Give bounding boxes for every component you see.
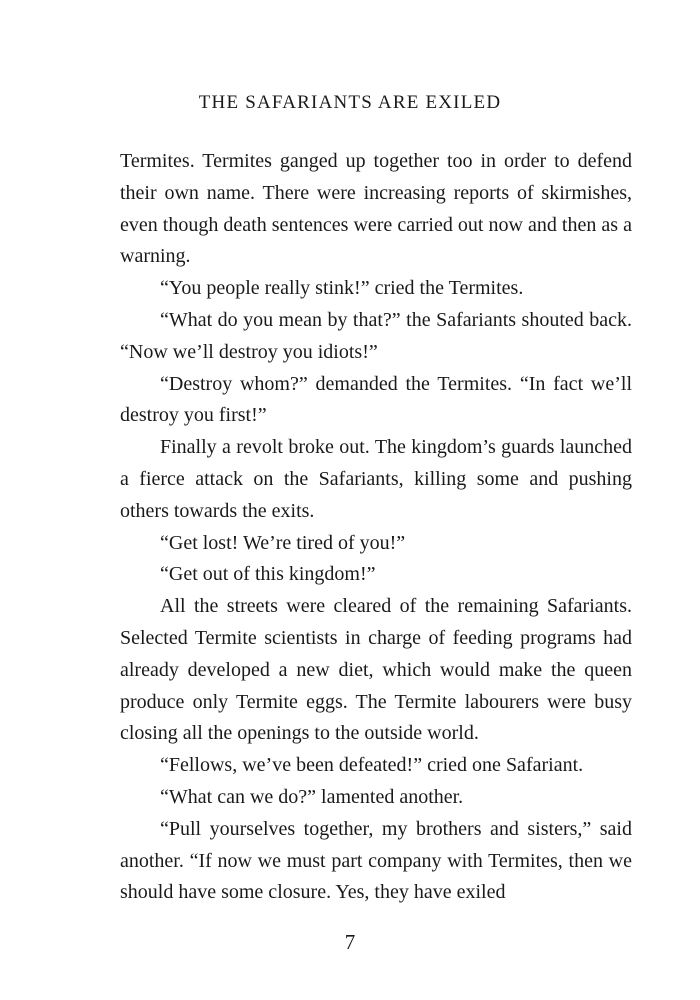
running-head: THE SAFARIANTS ARE EXILED: [198, 92, 502, 113]
paragraph: “Get lost! We’re tired of you!”: [160, 531, 406, 554]
paragraph: All the streets were cleared of the remaining Safariants. Selected Termite scientists in charge of feeding programs had already developed a new diet, which would make the queen produce only Termite eggs. The Termite labourers were busy closing all the openings to the outside world.: [120, 595, 632, 745]
paragraph: “Destroy whom?” demanded the Termites. “In fact we’ll destroy you first!”: [120, 372, 632, 427]
paragraph: Termites. Termites ganged up together too in order to defend their own name. There were increasing reports of skirmishes, even though death sentences were carried out now and then as a warning.: [120, 150, 632, 268]
paragraph: “What do you mean by that?” the Safariants shouted back. “Now we’ll destroy you idiots!”: [120, 308, 632, 363]
paragraph: Finally a revolt broke out. The kingdom’s guards launched a fierce attack on the Safariants, killing some and pushing others towards the exits.: [120, 436, 632, 522]
body-text: [120, 146, 632, 909]
page-number: 7: [344, 930, 356, 954]
paragraph: “Get out of this kingdom!”: [160, 563, 376, 586]
paragraph: “What can we do?” lamented another.: [160, 785, 464, 808]
paragraph: “You people really stink!” cried the Termites.: [160, 277, 524, 300]
paragraph: “Fellows, we’ve been defeated!” cried one Safariant.: [160, 754, 584, 777]
paragraph: “Pull yourselves together, my brothers and sisters,” said another. “If now we must part company with Termites, then we should have some closure. Yes, they have exiled: [120, 817, 632, 904]
